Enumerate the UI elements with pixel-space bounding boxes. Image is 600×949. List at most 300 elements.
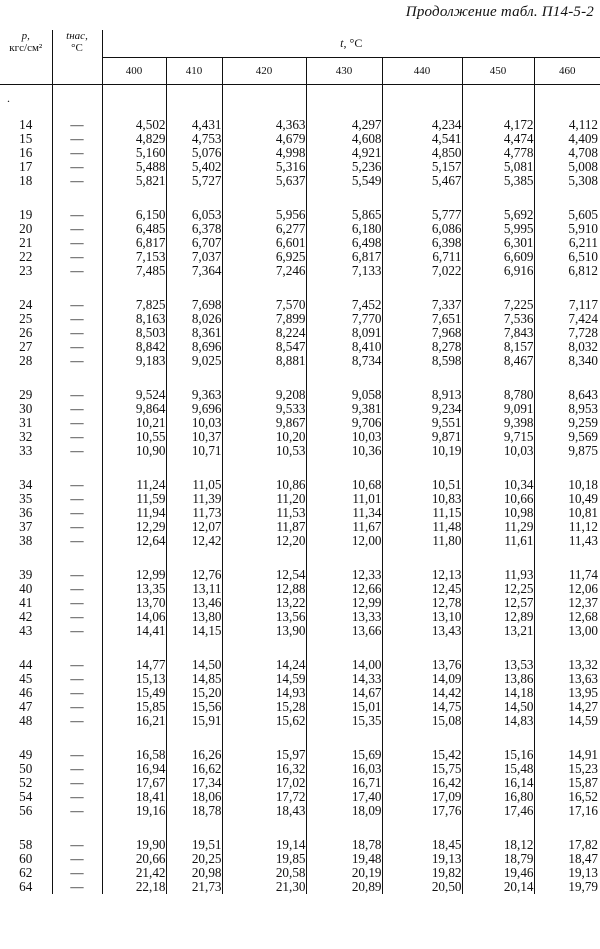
value-cell: 15,56 xyxy=(166,700,222,714)
value-cell: 4,608 xyxy=(306,132,382,146)
value-cell: 7,037 xyxy=(166,250,222,264)
pressure-cell: 64 xyxy=(0,880,52,894)
value-cell: 12,78 xyxy=(382,596,462,610)
value-cell: 4,172 xyxy=(462,118,534,132)
value-cell: 15,23 xyxy=(568,761,599,776)
saturation-temp-cell: — xyxy=(52,146,102,160)
table-row xyxy=(0,520,600,534)
value-cell: 18,79 xyxy=(462,852,534,866)
spacer-cell xyxy=(166,368,222,388)
saturation-temp-cell: — xyxy=(52,132,102,146)
value-cell: 13,00 xyxy=(568,623,599,638)
pressure-cell: 48 xyxy=(0,714,52,728)
table-row xyxy=(0,478,600,492)
saturation-temp-cell: — xyxy=(52,340,102,354)
value-cell: 12,57 xyxy=(462,596,534,610)
pressure-cell: 54 xyxy=(0,790,52,804)
spacer-cell xyxy=(102,368,166,388)
saturation-temp-cell: — xyxy=(52,714,102,728)
value-cell: 17,02 xyxy=(222,776,306,790)
spacer-cell xyxy=(306,458,382,478)
value-cell: 20,66 xyxy=(102,852,166,866)
saturation-temp-cell: — xyxy=(52,444,102,458)
table-row xyxy=(0,534,600,548)
group-spacer xyxy=(0,278,600,298)
value-cell: 11,61 xyxy=(462,534,534,548)
pressure-cell: 29 xyxy=(0,388,52,402)
saturation-temp-label: tнас, xyxy=(66,30,88,42)
value-cell: 10,21 xyxy=(102,416,166,430)
value-cell: 9,381 xyxy=(306,402,382,416)
value-cell: 17,40 xyxy=(306,790,382,804)
value-cell: 19,48 xyxy=(306,852,382,866)
value-cell: 5,308 xyxy=(568,173,599,188)
value-cell: 17,34 xyxy=(166,776,222,790)
table-body xyxy=(0,84,600,894)
value-cell: 4,998 xyxy=(222,146,306,160)
saturation-temp-cell: — xyxy=(52,354,102,368)
spacer-cell xyxy=(306,638,382,658)
value-cell: 7,536 xyxy=(462,312,534,326)
value-cell: 19,85 xyxy=(222,852,306,866)
spacer-cell xyxy=(52,548,102,568)
pressure-cell: 52 xyxy=(0,776,52,790)
value-cell: 20,98 xyxy=(166,866,222,880)
pressure-cell: 24 xyxy=(0,298,52,312)
value-cell: 10,03 xyxy=(462,444,534,458)
table-row xyxy=(0,250,600,264)
saturation-temp-cell: — xyxy=(52,118,102,132)
value-cell: 17,72 xyxy=(222,790,306,804)
value-cell: 5,316 xyxy=(222,160,306,174)
value-cell: 11,80 xyxy=(382,534,462,548)
saturation-temp-cell: — xyxy=(52,748,102,762)
table-row xyxy=(0,388,600,402)
value-cell: 9,696 xyxy=(166,402,222,416)
temperature-column-header: 460 xyxy=(534,57,600,84)
spacer-cell xyxy=(382,84,462,118)
spacer-cell xyxy=(0,818,52,838)
value-cell: 4,234 xyxy=(382,118,462,132)
value-cell: 12,20 xyxy=(222,534,306,548)
value-cell: 6,211 xyxy=(568,235,599,250)
saturation-temp-cell: — xyxy=(52,596,102,610)
pressure-cell: 18 xyxy=(0,174,52,188)
value-cell: 6,601 xyxy=(222,236,306,250)
temperature-column-header: 440 xyxy=(382,57,462,84)
spacer-cell xyxy=(0,84,52,118)
value-cell: 5,076 xyxy=(166,146,222,160)
table-row xyxy=(0,506,600,520)
table-row xyxy=(0,354,600,368)
temperature-unit: °C xyxy=(349,35,363,50)
spacer-cell xyxy=(222,458,306,478)
value-cell: 7,570 xyxy=(222,298,306,312)
table-row xyxy=(0,838,600,852)
group-spacer xyxy=(0,548,600,568)
value-cell: 10,51 xyxy=(382,478,462,492)
value-cell: 13,21 xyxy=(462,624,534,638)
value-cell: 11,53 xyxy=(222,506,306,520)
value-cell: 12,99 xyxy=(102,568,166,582)
pressure-cell: 43 xyxy=(0,624,52,638)
saturation-temp-cell: — xyxy=(52,610,102,624)
value-cell: 9,715 xyxy=(462,430,534,444)
value-cell: 8,598 xyxy=(382,354,462,368)
table-row xyxy=(0,416,600,430)
value-cell: 7,337 xyxy=(382,298,462,312)
value-cell: 8,091 xyxy=(306,326,382,340)
value-cell: 19,51 xyxy=(166,838,222,852)
value-cell: 4,679 xyxy=(222,132,306,146)
value-cell: 12,45 xyxy=(382,582,462,596)
spacer-cell xyxy=(462,728,534,748)
spacer-cell xyxy=(166,638,222,658)
value-cell: 7,133 xyxy=(306,264,382,278)
value-cell: 8,361 xyxy=(166,326,222,340)
value-cell: 15,49 xyxy=(102,686,166,700)
value-cell: 14,67 xyxy=(306,686,382,700)
value-cell: 9,569 xyxy=(568,429,599,444)
value-cell: 5,402 xyxy=(166,160,222,174)
table-row xyxy=(0,686,600,700)
spacer-cell xyxy=(102,458,166,478)
value-cell: 14,24 xyxy=(222,658,306,672)
value-cell: 12,42 xyxy=(166,534,222,548)
group-spacer xyxy=(0,728,600,748)
value-cell: 5,821 xyxy=(102,174,166,188)
table-row xyxy=(0,596,600,610)
value-cell: 7,364 xyxy=(166,264,222,278)
value-cell: 19,79 xyxy=(568,879,599,894)
value-cell: 21,30 xyxy=(222,880,306,894)
value-cell: 8,503 xyxy=(102,326,166,340)
value-cell: 11,24 xyxy=(102,478,166,492)
value-cell: 4,541 xyxy=(382,132,462,146)
pressure-cell: 30 xyxy=(0,402,52,416)
saturation-temp-cell: — xyxy=(52,492,102,506)
value-cell: 7,424 xyxy=(568,311,599,326)
value-cell: 4,474 xyxy=(462,132,534,146)
value-cell: 7,698 xyxy=(166,298,222,312)
saturation-temp-cell: — xyxy=(52,880,102,894)
value-cell: 10,83 xyxy=(382,492,462,506)
pressure-cell: 39 xyxy=(0,568,52,582)
saturation-temp-cell: — xyxy=(52,416,102,430)
value-cell: 9,208 xyxy=(222,388,306,402)
spacer-cell xyxy=(166,278,222,298)
value-cell: 11,94 xyxy=(102,506,166,520)
spacer-cell xyxy=(0,728,52,748)
pressure-cell: 15 xyxy=(0,132,52,146)
value-cell: 10,03 xyxy=(166,416,222,430)
spacer-cell xyxy=(534,728,600,748)
pressure-cell: 42 xyxy=(0,610,52,624)
value-cell: 15,16 xyxy=(462,748,534,762)
value-cell: 13,11 xyxy=(166,582,222,596)
spacer-cell xyxy=(52,458,102,478)
pressure-cell: 35 xyxy=(0,492,52,506)
value-cell: 9,058 xyxy=(306,388,382,402)
value-cell: 20,14 xyxy=(462,880,534,894)
table-row xyxy=(0,236,600,250)
value-cell: 11,01 xyxy=(306,492,382,506)
saturation-temp-cell: — xyxy=(52,478,102,492)
pressure-cell: 62 xyxy=(0,866,52,880)
table-row xyxy=(0,714,600,728)
value-cell: 5,956 xyxy=(222,208,306,222)
value-cell: 19,90 xyxy=(102,838,166,852)
value-cell: 15,48 xyxy=(462,762,534,776)
spacer-cell xyxy=(222,638,306,658)
saturation-temp-cell: — xyxy=(52,838,102,852)
value-cell: 5,081 xyxy=(462,160,534,174)
value-cell: 13,70 xyxy=(102,596,166,610)
spacer-cell xyxy=(534,818,600,838)
table-row xyxy=(0,298,600,312)
saturation-temp-cell: — xyxy=(52,250,102,264)
value-cell: 14,93 xyxy=(222,686,306,700)
value-cell: 14,91 xyxy=(568,747,599,762)
value-cell: 21,42 xyxy=(102,866,166,880)
value-cell: 7,825 xyxy=(102,298,166,312)
value-cell: 17,82 xyxy=(568,837,599,852)
spacer-cell xyxy=(382,548,462,568)
table-row xyxy=(0,312,600,326)
value-cell: 20,50 xyxy=(382,880,462,894)
value-cell: 19,46 xyxy=(462,866,534,880)
value-cell: 12,06 xyxy=(568,581,599,596)
value-cell: 18,43 xyxy=(222,804,306,818)
value-cell: 10,34 xyxy=(462,478,534,492)
value-cell: 22,18 xyxy=(102,880,166,894)
value-cell: 15,28 xyxy=(222,700,306,714)
value-cell: 5,605 xyxy=(568,207,599,222)
value-cell: 5,995 xyxy=(462,222,534,236)
table-row xyxy=(0,430,600,444)
temperature-group-header xyxy=(102,30,600,57)
spacer-cell xyxy=(52,818,102,838)
value-cell: 6,277 xyxy=(222,222,306,236)
group-spacer xyxy=(0,368,600,388)
spacer-cell xyxy=(306,84,382,118)
spacer-cell xyxy=(534,84,600,118)
value-cell: 10,18 xyxy=(568,477,599,492)
value-cell: 9,524 xyxy=(102,388,166,402)
pressure-cell: 14 xyxy=(0,118,52,132)
pressure-cell: 28 xyxy=(0,354,52,368)
value-cell: 5,865 xyxy=(306,208,382,222)
value-cell: 16,14 xyxy=(462,776,534,790)
value-cell: 8,643 xyxy=(568,387,599,402)
value-cell: 9,867 xyxy=(222,416,306,430)
value-cell: 8,026 xyxy=(166,312,222,326)
value-cell: 10,03 xyxy=(306,430,382,444)
value-cell: 6,711 xyxy=(382,250,462,264)
spacer-cell xyxy=(166,548,222,568)
table-row xyxy=(0,762,600,776)
value-cell: 10,36 xyxy=(306,444,382,458)
saturation-temp-cell: — xyxy=(52,672,102,686)
value-cell: 12,25 xyxy=(462,582,534,596)
stray-mark: . xyxy=(7,90,10,105)
value-cell: 6,301 xyxy=(462,236,534,250)
value-cell: 7,022 xyxy=(382,264,462,278)
group-spacer xyxy=(0,818,600,838)
value-cell: 16,62 xyxy=(166,762,222,776)
pressure-cell: 41 xyxy=(0,596,52,610)
pressure-cell: 16 xyxy=(0,146,52,160)
pressure-cell: 40 xyxy=(0,582,52,596)
value-cell: 9,864 xyxy=(102,402,166,416)
spacer-cell xyxy=(306,188,382,208)
value-cell: 11,59 xyxy=(102,492,166,506)
pressure-cell: 27 xyxy=(0,340,52,354)
pressure-label: p, xyxy=(21,30,30,42)
value-cell: 8,913 xyxy=(382,388,462,402)
table-row xyxy=(0,804,600,818)
value-cell: 11,93 xyxy=(462,568,534,582)
value-cell: 13,22 xyxy=(222,596,306,610)
value-cell: 16,42 xyxy=(382,776,462,790)
saturation-temp-cell: — xyxy=(52,264,102,278)
value-cell: 4,112 xyxy=(568,117,599,132)
value-cell: 6,180 xyxy=(306,222,382,236)
value-cell: 12,99 xyxy=(306,596,382,610)
value-cell: 7,452 xyxy=(306,298,382,312)
spacer-cell xyxy=(102,818,166,838)
value-cell: 9,533 xyxy=(222,402,306,416)
value-cell: 10,90 xyxy=(102,444,166,458)
value-cell: 18,47 xyxy=(568,851,599,866)
value-cell: 16,58 xyxy=(102,748,166,762)
spacer-cell xyxy=(0,188,52,208)
value-cell: 8,842 xyxy=(102,340,166,354)
value-cell: 8,163 xyxy=(102,312,166,326)
pressure-cell: 20 xyxy=(0,222,52,236)
value-cell: 18,41 xyxy=(102,790,166,804)
table-row xyxy=(0,776,600,790)
saturation-temp-cell: — xyxy=(52,298,102,312)
value-cell: 16,94 xyxy=(102,762,166,776)
value-cell: 7,225 xyxy=(462,298,534,312)
value-cell: 19,14 xyxy=(222,838,306,852)
value-cell: 19,82 xyxy=(382,866,462,880)
spacer-cell xyxy=(102,188,166,208)
spacer-cell xyxy=(102,638,166,658)
value-cell: 15,97 xyxy=(222,748,306,762)
pressure-cell: 34 xyxy=(0,478,52,492)
spacer-cell xyxy=(222,84,306,118)
value-cell: 10,66 xyxy=(462,492,534,506)
saturation-temp-cell: — xyxy=(52,686,102,700)
saturation-temp-cell: — xyxy=(52,804,102,818)
value-cell: 9,875 xyxy=(568,443,599,458)
value-cell: 10,81 xyxy=(568,505,599,520)
value-cell: 12,13 xyxy=(382,568,462,582)
value-cell: 8,734 xyxy=(306,354,382,368)
spacer-cell xyxy=(382,638,462,658)
table-row xyxy=(0,582,600,596)
spacer-cell xyxy=(222,188,306,208)
value-cell: 12,88 xyxy=(222,582,306,596)
value-cell: 4,502 xyxy=(102,118,166,132)
saturation-temp-cell: — xyxy=(52,222,102,236)
spacer-cell xyxy=(0,458,52,478)
value-cell: 15,08 xyxy=(382,714,462,728)
value-cell: 7,485 xyxy=(102,264,166,278)
spacer-cell xyxy=(462,368,534,388)
value-cell: 10,98 xyxy=(462,506,534,520)
value-cell: 15,35 xyxy=(306,714,382,728)
value-cell: 16,80 xyxy=(462,790,534,804)
temperature-column-header: 450 xyxy=(462,57,534,84)
spacer-cell xyxy=(462,278,534,298)
spacer-cell xyxy=(52,368,102,388)
value-cell: 17,67 xyxy=(102,776,166,790)
table-caption: Продолжение табл. П14-5-2 xyxy=(405,4,594,20)
value-cell: 13,35 xyxy=(102,582,166,596)
saturation-temp-cell: — xyxy=(52,568,102,582)
value-cell: 6,817 xyxy=(102,236,166,250)
group-spacer xyxy=(0,188,600,208)
saturation-temp-cell: — xyxy=(52,326,102,340)
value-cell: 11,48 xyxy=(382,520,462,534)
value-cell: 8,881 xyxy=(222,354,306,368)
value-cell: 8,467 xyxy=(462,354,534,368)
value-cell: 14,06 xyxy=(102,610,166,624)
value-cell: 19,16 xyxy=(102,804,166,818)
value-cell: 9,871 xyxy=(382,430,462,444)
table-row xyxy=(0,880,600,894)
value-cell: 14,00 xyxy=(306,658,382,672)
value-cell: 4,297 xyxy=(306,118,382,132)
value-cell: 8,157 xyxy=(462,340,534,354)
value-cell: 9,091 xyxy=(462,402,534,416)
pressure-cell: 23 xyxy=(0,264,52,278)
value-cell: 14,15 xyxy=(166,624,222,638)
spacer-cell xyxy=(0,638,52,658)
table-row xyxy=(0,174,600,188)
pressure-cell: 45 xyxy=(0,672,52,686)
value-cell: 7,843 xyxy=(462,326,534,340)
value-cell: 5,637 xyxy=(222,174,306,188)
value-cell: 11,29 xyxy=(462,520,534,534)
value-cell: 12,00 xyxy=(306,534,382,548)
value-cell: 17,76 xyxy=(382,804,462,818)
spacer-cell xyxy=(222,548,306,568)
value-cell: 8,696 xyxy=(166,340,222,354)
value-cell: 15,91 xyxy=(166,714,222,728)
table-row xyxy=(0,340,600,354)
value-cell: 14,50 xyxy=(166,658,222,672)
saturation-temp-cell: — xyxy=(52,236,102,250)
spacer-cell xyxy=(382,818,462,838)
saturation-temp-cell: — xyxy=(52,388,102,402)
spacer-cell xyxy=(166,188,222,208)
value-cell: 14,42 xyxy=(382,686,462,700)
table-row xyxy=(0,402,600,416)
spacer-cell xyxy=(166,728,222,748)
pressure-cell: 36 xyxy=(0,506,52,520)
value-cell: 8,278 xyxy=(382,340,462,354)
value-cell: 6,510 xyxy=(568,249,599,264)
saturation-temp-cell: — xyxy=(52,790,102,804)
value-cell: 16,21 xyxy=(102,714,166,728)
value-cell: 6,086 xyxy=(382,222,462,236)
spacer-cell xyxy=(222,728,306,748)
value-cell: 9,551 xyxy=(382,416,462,430)
